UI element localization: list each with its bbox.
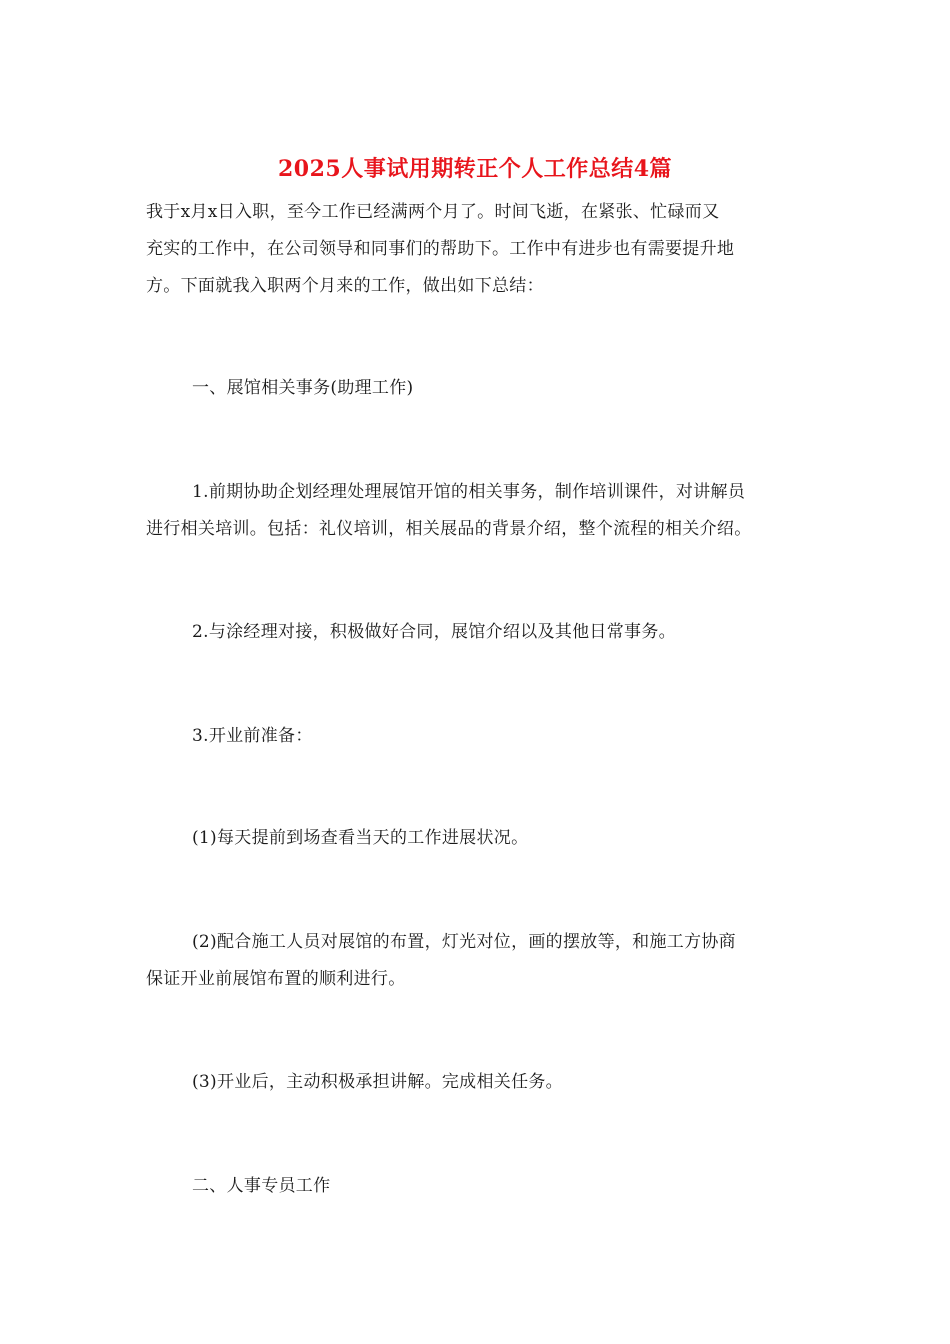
sub-item-2-paragraph (146, 924, 811, 998)
section-1-heading-text: 一、展馆相关事务(助理工作) (192, 378, 414, 398)
sub-item-1-paragraph (146, 820, 811, 857)
item-1-line-1: 1.前期协助企划经理处理展馆开馆的相关事务，制作培训课件，对讲解员 (192, 482, 746, 502)
sub-item-2-line-1: (2)配合施工人员对展馆的布置，灯光对位，画的摆放等，和施工方协商 (192, 932, 736, 952)
intro-line-2: 充实的工作中，在公司领导和同事们的帮助下。工作中有进步也有需要提升地 (146, 239, 735, 259)
document-title: 2025人事试用期转正个人工作总结4篇 (277, 156, 673, 182)
sub-item-2-line-2: 保证开业前展馆布置的顺利进行。 (146, 969, 406, 989)
item-2-paragraph (146, 614, 811, 651)
item-1-line-2: 进行相关培训。包括：礼仪培训，相关展品的背景介绍，整个流程的相关介绍。 (146, 519, 752, 539)
sub-item-3-paragraph (146, 1064, 811, 1101)
section-2-heading (146, 1168, 811, 1205)
item-2-text: 2.与涂经理对接，积极做好合同，展馆介绍以及其他日常事务。 (192, 622, 676, 642)
sub-item-1-text: (1)每天提前到场查看当天的工作进展状况。 (192, 828, 529, 848)
item-3-paragraph (146, 718, 811, 755)
intro-line-1: 我于x月x日入职，至今工作已经满两个月了。时间飞逝，在紧张、忙碌而又 (146, 202, 720, 222)
item-3-text: 3.开业前准备： (192, 726, 313, 746)
item-1-paragraph (146, 474, 811, 548)
intro-paragraph (146, 194, 811, 305)
section-2-heading-text: 二、人事专员工作 (192, 1176, 331, 1196)
section-1-heading (146, 370, 811, 407)
intro-line-3: 方。下面就我入职两个月来的工作，做出如下总结： (146, 276, 544, 296)
sub-item-3-text: (3)开业后，主动积极承担讲解。完成相关任务。 (192, 1072, 563, 1092)
